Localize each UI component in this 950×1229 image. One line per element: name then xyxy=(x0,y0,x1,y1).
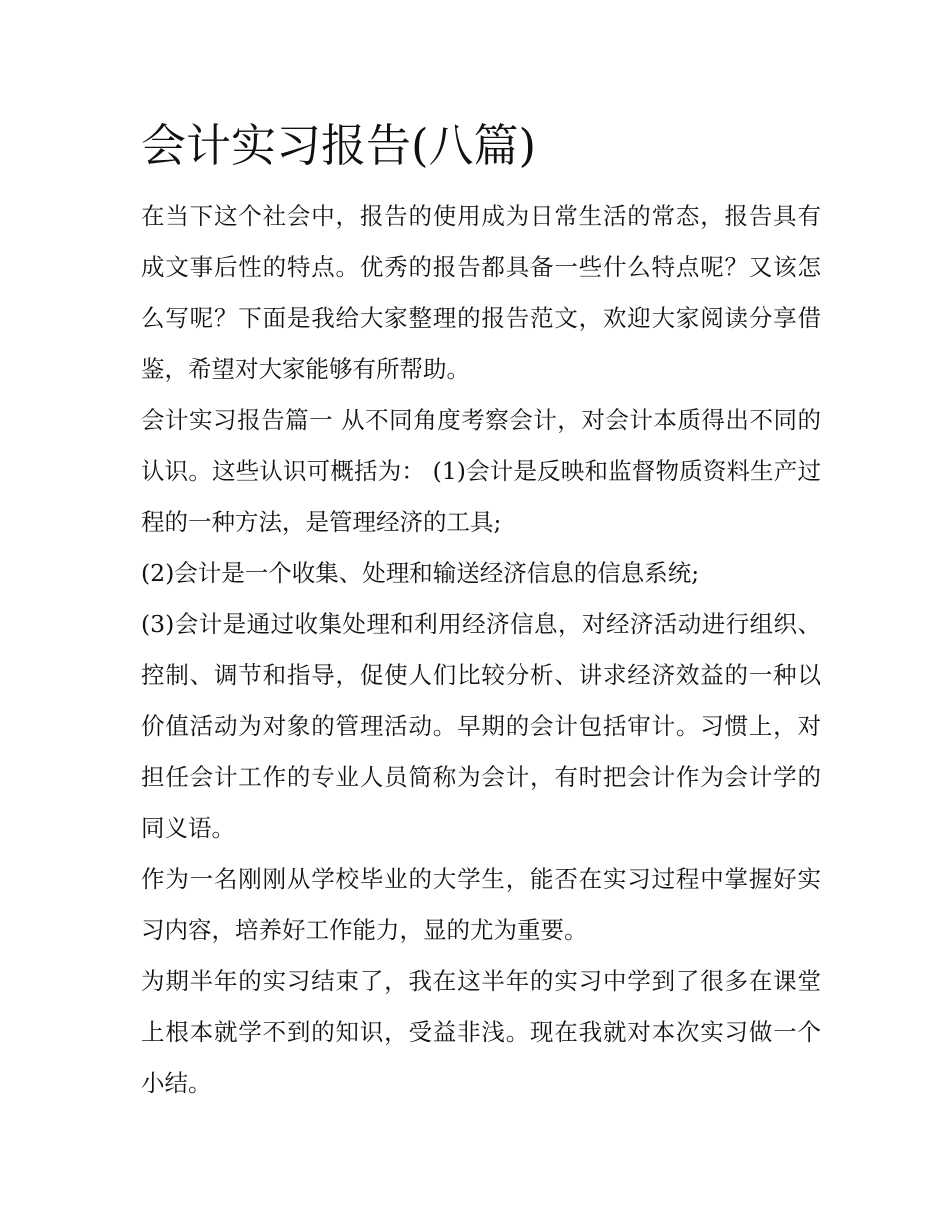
paragraph-report-one: 会计实习报告篇一 从不同角度考察会计，对会计本质得出不同的认识。这些认识可概括为： (1)会计是反映和监督物质资料生产过程的一种方法，是管理经济的工具; xyxy=(141,406,821,536)
document-title: 会计实习报告(八篇) xyxy=(141,119,537,172)
paragraph-item-2: (2)会计是一个收集、处理和输送经济信息的信息系统; xyxy=(141,559,700,587)
paragraph-item-3: (3)会计是通过收集处理和利用经济信息，对经济活动进行组织、控制、调节和指导，促使人们比较分析、讲求经济效益的一种以价值活动为对象的管理活动。早期的会计包括审计。习惯上，对担任会计工作的专业人员简称为会计，有时把会计作为会计学的同义语。 xyxy=(141,610,821,842)
document-body xyxy=(141,115,821,1109)
paragraph-summary: 为期半年的实习结束了，我在这半年的实习中学到了很多在课堂上根本就学不到的知识，受益非浅。现在我就对本次实习做一个小结。 xyxy=(141,967,821,1097)
paragraph-graduate: 作为一名刚刚从学校毕业的大学生，能否在实习过程中掌握好实习内容，培养好工作能力，显的尤为重要。 xyxy=(141,865,821,944)
paragraph-intro: 在当下这个社会中，报告的使用成为日常生活的常态，报告具有成文事后性的特点。优秀的报告都具备一些什么特点呢？又该怎么写呢？下面是我给大家整理的报告范文，欢迎大家阅读分享借鉴，希望对大家能够有所帮助。 xyxy=(141,202,821,383)
